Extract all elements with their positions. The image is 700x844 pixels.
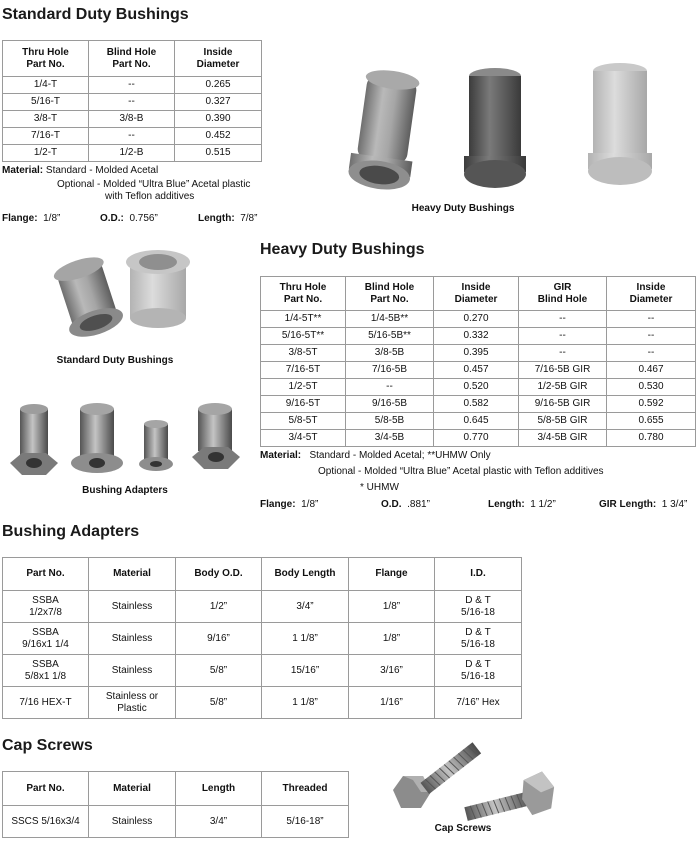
- table-cell: 1/8”: [349, 623, 435, 655]
- table-cell: D & T 5/16-18: [435, 655, 522, 687]
- table-cell: 0.452: [175, 128, 262, 145]
- heavy-bushing-image: [325, 58, 665, 198]
- table-cell: 0.390: [175, 111, 262, 128]
- adapters-table: [2, 557, 522, 719]
- heavy-title: Heavy Duty Bushings: [260, 241, 425, 258]
- heavy-uhmw-note: * UHMW: [360, 482, 399, 493]
- standard-flange-label: Flange:: [2, 213, 38, 224]
- column-header: Inside Diameter: [607, 277, 696, 311]
- table-cell: 3/8-B: [89, 111, 175, 128]
- table-cell: 9/16-5B: [346, 396, 434, 413]
- table-cell: --: [89, 77, 175, 94]
- standard-od-value: 0.756”: [129, 213, 158, 224]
- table-cell: Stainless: [89, 806, 176, 838]
- table-cell: 7/16-5T: [261, 362, 346, 379]
- column-header: Material: [89, 558, 176, 591]
- standard-length-label: Length:: [198, 213, 235, 224]
- standard-flange: [2, 212, 60, 225]
- table-cell: 3/4”: [176, 806, 262, 838]
- table-cell: 5/8-5B: [346, 413, 434, 430]
- standard-image-caption: Standard Duty Bushings: [56, 355, 174, 366]
- table-cell: 5/8”: [176, 655, 262, 687]
- table-cell: 15/16”: [262, 655, 349, 687]
- table-cell: 7/16-5B: [346, 362, 434, 379]
- standard-od-label: O.D.:: [100, 213, 124, 224]
- table-cell: 1/16”: [349, 687, 435, 719]
- heavy-material-standard: Standard - Molded Acetal; **UHMW Only: [309, 450, 491, 461]
- table-cell: 1/8”: [349, 591, 435, 623]
- column-header: GIR Blind Hole: [519, 277, 607, 311]
- table-cell: 3/4”: [262, 591, 349, 623]
- column-header: Blind Hole Part No.: [346, 277, 434, 311]
- table-cell: Stainless or Plastic: [89, 687, 176, 719]
- heavy-flange-label: Flange:: [260, 499, 296, 510]
- heavy-material: [260, 449, 491, 462]
- heavy-od: [381, 498, 430, 511]
- table-cell: 7/16-T: [3, 128, 89, 145]
- heavy-image-caption: Heavy Duty Bushings: [411, 203, 515, 214]
- heavy-length-value: 1 1/2”: [530, 499, 556, 510]
- table-cell: SSBA 9/16x1 1/4: [3, 623, 89, 655]
- table-cell: 0.457: [434, 362, 519, 379]
- column-header: Threaded: [262, 772, 349, 806]
- bushing-adapter-image: [2, 400, 252, 485]
- table-cell: Stainless: [89, 655, 176, 687]
- table-cell: SSBA 5/8x1 1/8: [3, 655, 89, 687]
- table-cell: 3/8-5T: [261, 345, 346, 362]
- table-cell: 1/2-5T: [261, 379, 346, 396]
- table-cell: 3/16”: [349, 655, 435, 687]
- standard-header-row: [3, 41, 262, 77]
- table-row: [261, 362, 696, 379]
- adapters-title: Bushing Adapters: [2, 523, 140, 540]
- table-row: [3, 77, 262, 94]
- table-cell: D & T 5/16-18: [435, 623, 522, 655]
- screws-image-caption: Cap Screws: [434, 823, 492, 834]
- table-row: [3, 128, 262, 145]
- table-row: [261, 413, 696, 430]
- table-cell: 7/16” Hex: [435, 687, 522, 719]
- column-header: Blind Hole Part No.: [89, 41, 175, 77]
- table-cell: 0.530: [607, 379, 696, 396]
- table-cell: Stainless: [89, 591, 176, 623]
- column-header: Body O.D.: [176, 558, 262, 591]
- adapters-header-row: [3, 558, 522, 591]
- table-row: [261, 345, 696, 362]
- standard-material-optional-1: Optional - Molded “Ultra Blue” Acetal plastic: [57, 179, 251, 190]
- table-cell: 5/16-T: [3, 94, 89, 111]
- heavy-header-row: [261, 277, 696, 311]
- column-header: Material: [89, 772, 176, 806]
- standard-title: Standard Duty Bushings: [2, 6, 189, 23]
- heavy-gir-label: GIR Length:: [599, 499, 657, 510]
- table-cell: --: [519, 328, 607, 345]
- column-header: Part No.: [3, 558, 89, 591]
- table-cell: 3/8-5B: [346, 345, 434, 362]
- heavy-material-label: Material:: [260, 450, 302, 461]
- table-row: [261, 396, 696, 413]
- table-cell: 1 1/8”: [262, 623, 349, 655]
- table-cell: SSCS 5/16x3/4: [3, 806, 89, 838]
- table-row: [3, 623, 522, 655]
- table-row: [261, 311, 696, 328]
- table-row: [3, 806, 349, 838]
- table-row: [3, 591, 522, 623]
- table-cell: --: [519, 311, 607, 328]
- adapters-image-caption: Bushing Adapters: [82, 485, 168, 496]
- heavy-od-label: O.D.: [381, 499, 402, 510]
- table-cell: 0.327: [175, 94, 262, 111]
- table-cell: 9/16”: [176, 623, 262, 655]
- table-cell: 0.655: [607, 413, 696, 430]
- table-row: [3, 655, 522, 687]
- table-row: [3, 145, 262, 162]
- table-cell: --: [607, 328, 696, 345]
- table-cell: 3/4-5T: [261, 430, 346, 447]
- table-cell: 1/2-5B GIR: [519, 379, 607, 396]
- table-cell: 9/16-5T: [261, 396, 346, 413]
- column-header: Flange: [349, 558, 435, 591]
- table-cell: --: [607, 345, 696, 362]
- column-header: Thru Hole Part No.: [3, 41, 89, 77]
- screws-table: [2, 771, 349, 838]
- table-cell: 0.780: [607, 430, 696, 447]
- table-cell: 5/16-5T**: [261, 328, 346, 345]
- heavy-gir-length: [599, 498, 687, 511]
- column-header: Part No.: [3, 772, 89, 806]
- heavy-gir-value: 1 3/4”: [661, 499, 688, 510]
- table-row: [261, 328, 696, 345]
- table-cell: 5/16-18”: [262, 806, 349, 838]
- table-cell: --: [89, 128, 175, 145]
- table-cell: 9/16-5B GIR: [519, 396, 607, 413]
- heavy-length-label: Length:: [488, 499, 525, 510]
- table-cell: 1/4-T: [3, 77, 89, 94]
- column-header: Inside Diameter: [434, 277, 519, 311]
- table-cell: 0.592: [607, 396, 696, 413]
- column-header: Length: [176, 772, 262, 806]
- table-cell: 0.645: [434, 413, 519, 430]
- table-cell: 5/8”: [176, 687, 262, 719]
- standard-od: [100, 212, 158, 225]
- standard-table: [2, 40, 262, 162]
- column-header: Thru Hole Part No.: [261, 277, 346, 311]
- standard-material: [2, 164, 158, 177]
- heavy-length: [488, 498, 556, 511]
- table-row: [261, 430, 696, 447]
- screws-title: Cap Screws: [2, 737, 93, 754]
- table-cell: 3/8-T: [3, 111, 89, 128]
- table-row: [261, 379, 696, 396]
- table-row: [3, 687, 522, 719]
- table-cell: 1 1/8”: [262, 687, 349, 719]
- standard-material-standard: Standard - Molded Acetal: [45, 165, 159, 176]
- table-cell: 0.265: [175, 77, 262, 94]
- standard-material-label: Material:: [2, 165, 44, 176]
- table-cell: --: [607, 311, 696, 328]
- table-cell: 3/4-5B: [346, 430, 434, 447]
- heavy-material-optional: Optional - Molded “Ultra Blue” Acetal plastic with Teflon additives: [318, 466, 604, 477]
- table-cell: 1/4-5B**: [346, 311, 434, 328]
- table-cell: --: [519, 345, 607, 362]
- table-cell: 0.332: [434, 328, 519, 345]
- table-cell: 3/4-5B GIR: [519, 430, 607, 447]
- table-cell: --: [89, 94, 175, 111]
- standard-material-optional-2: with Teflon additives: [105, 191, 195, 202]
- standard-length-value: 7/8”: [240, 213, 258, 224]
- standard-bushing-image: [40, 246, 200, 346]
- table-cell: 0.770: [434, 430, 519, 447]
- table-cell: 0.395: [434, 345, 519, 362]
- screws-header-row: [3, 772, 349, 806]
- heavy-flange: [260, 498, 318, 511]
- heavy-table: [260, 276, 696, 447]
- table-cell: 1/2-B: [89, 145, 175, 162]
- table-cell: 5/16-5B**: [346, 328, 434, 345]
- column-header: Inside Diameter: [175, 41, 262, 77]
- table-cell: SSBA 1/2x7/8: [3, 591, 89, 623]
- cap-screw-image: [385, 744, 555, 822]
- table-cell: 1/4-5T**: [261, 311, 346, 328]
- standard-length: [198, 212, 257, 225]
- table-cell: 1/2-T: [3, 145, 89, 162]
- table-cell: 0.467: [607, 362, 696, 379]
- column-header: I.D.: [435, 558, 522, 591]
- table-cell: 5/8-5B GIR: [519, 413, 607, 430]
- table-cell: D & T 5/16-18: [435, 591, 522, 623]
- table-row: [3, 94, 262, 111]
- table-cell: 5/8-5T: [261, 413, 346, 430]
- table-cell: 0.582: [434, 396, 519, 413]
- heavy-od-value: .881”: [407, 499, 430, 510]
- table-cell: --: [346, 379, 434, 396]
- standard-flange-value: 1/8”: [43, 213, 61, 224]
- table-cell: Stainless: [89, 623, 176, 655]
- table-cell: 1/2”: [176, 591, 262, 623]
- column-header: Body Length: [262, 558, 349, 591]
- table-cell: 0.515: [175, 145, 262, 162]
- table-cell: 0.270: [434, 311, 519, 328]
- table-cell: 7/16 HEX-T: [3, 687, 89, 719]
- table-cell: 7/16-5B GIR: [519, 362, 607, 379]
- table-cell: 0.520: [434, 379, 519, 396]
- heavy-flange-value: 1/8”: [301, 499, 319, 510]
- table-row: [3, 111, 262, 128]
